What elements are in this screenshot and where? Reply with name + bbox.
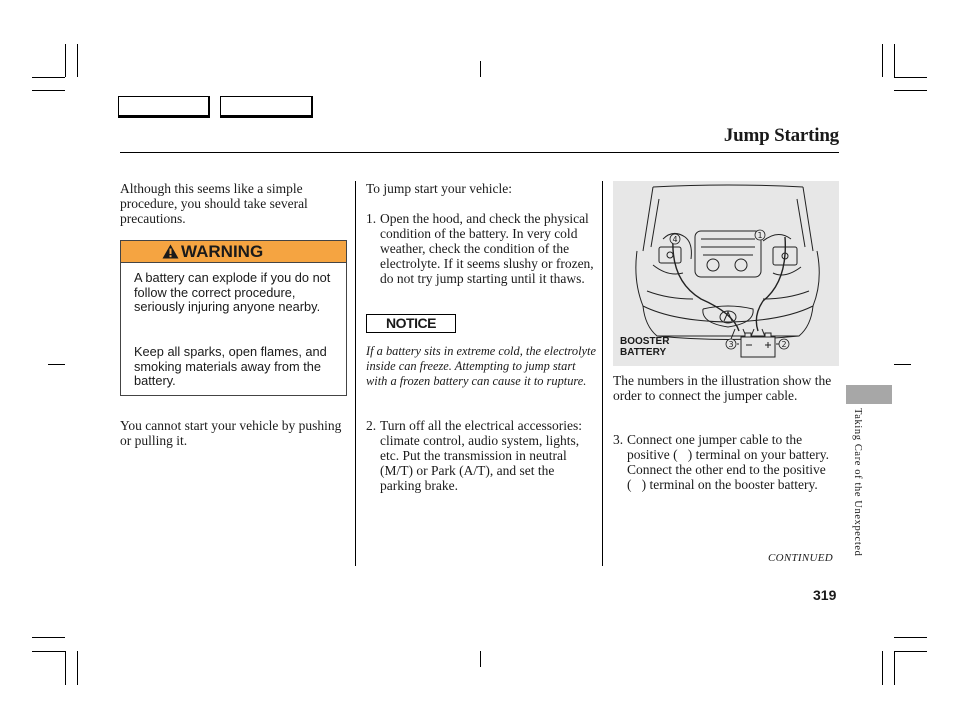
step-number: 1. [366,211,377,226]
continued-label: CONTINUED [768,552,834,564]
page-number: 319 [813,587,837,603]
title-rule [120,152,839,153]
callout-number: 3 [728,340,734,349]
steps-intro: To jump start your vehicle: [366,181,513,196]
callout-number: 4 [672,235,678,244]
booster-label-line: BATTERY [620,347,667,358]
section-tab [846,385,892,404]
step-text: Turn off all the electrical accessories: climate control, audio system, lights, etc. Put the transmission in neutral (M/T) or Park (A/T), and set the parking brake. [380,418,583,493]
booster-battery-label [620,336,669,358]
step-text: Connect one jumper cable to the positive ( ) terminal on your battery. Connect the other end to the positive ( ) terminal on the booster battery. [627,432,829,492]
notice-text: If a battery sits in extreme cold, the electrolyte inside can freeze. Attempting to jump start with a frozen battery can cause it to rupture. [366,344,596,388]
warning-header [121,241,346,263]
column-divider [602,181,603,566]
warning-text: Keep all sparks, open flames, and smoking materials away from the battery. [134,344,327,388]
warning-label: WARNING [181,242,264,261]
page-title: Jump Starting [723,125,839,146]
notice-label: NOTICE [366,314,456,333]
step-number: 2. [366,418,377,433]
warning-text: A battery can explode if you do not follow the correct procedure, seriously injuring anyone nearby. [134,270,331,314]
callout-number: 2 [781,340,787,349]
intro-paragraph: Although this seems like a simple procedure, you should take several precautions. [120,181,308,226]
callout-number: 1 [757,231,763,240]
step-text: Open the hood, and check the physical condition of the battery. In very cold weather, check the condition of the electrolyte. If it seems slushy or frozen, do not try jump starting until it thaws. [380,211,594,286]
section-label: Taking Care of the Unexpected [852,408,863,557]
nav-box-main-menu[interactable] [118,96,210,118]
step-2 [366,418,596,493]
step-3 [613,432,841,492]
warning-box [120,240,347,396]
push-start-note: You cannot start your vehicle by pushing or pulling it. [120,418,342,448]
column-divider [355,181,356,566]
illustration-description: The numbers in the illustration show the order to connect the jumper cable. [613,373,832,403]
step-number: 3. [613,432,624,447]
warning-triangle-icon [162,244,179,259]
nav-box-index[interactable] [220,96,313,118]
booster-label-line: BOOSTER [620,336,670,347]
step-1 [366,211,596,286]
